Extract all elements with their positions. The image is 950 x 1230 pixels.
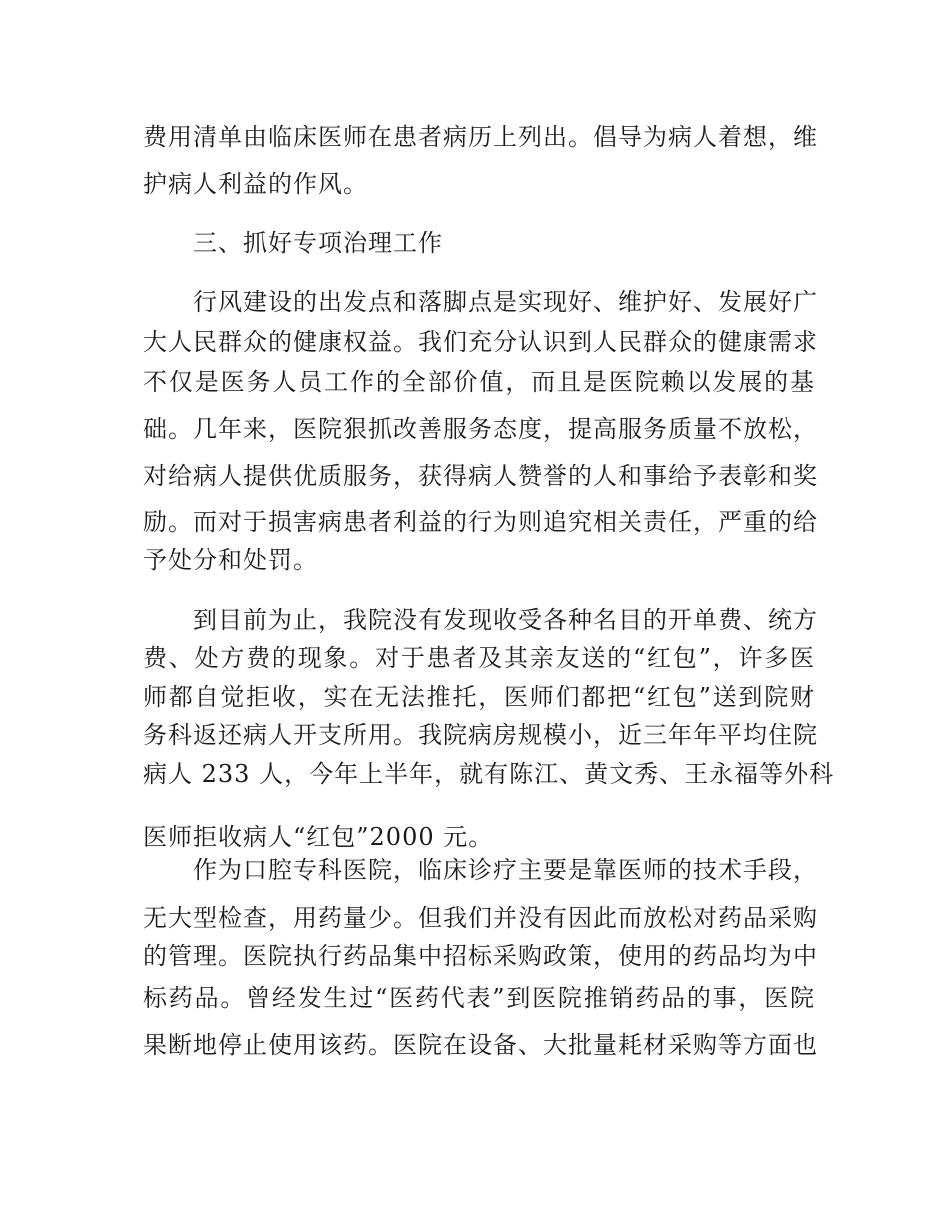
text-line: 对给病人提供优质服务，获得病人赞誉的人和事给予表彰和奖 bbox=[143, 462, 818, 490]
text-line: 病人 233 人，今年上半年，就有陈江、黄文秀、王永福等外科 bbox=[143, 760, 835, 788]
text-line: 护病人利益的作风。 bbox=[143, 170, 368, 198]
text-line: 励。而对于损害病患者利益的行为则追究相关责任，严重的给 bbox=[143, 508, 818, 536]
text-line: 费、处方费的现象。对于患者及其亲友送的“红包”，许多医 bbox=[143, 644, 815, 672]
section-heading: 三、抓好专项治理工作 bbox=[193, 229, 443, 257]
text-line: 师都自觉拒收，实在无法推托，医师们都把“红包”送到院财 bbox=[143, 683, 815, 711]
text-line: 费用清单由临床医师在患者病历上列出。倡导为病人着想，维 bbox=[143, 123, 818, 151]
text-line: 标药品。曾经发生过“医药代表”到医院推销药品的事，医院 bbox=[143, 984, 815, 1012]
text-line: 作为口腔专科医院，临床诊疗主要是靠医师的技术手段， bbox=[193, 856, 818, 884]
text-line: 础。几年来，医院狠抓改善服务态度，提高服务质量不放松， bbox=[143, 415, 818, 443]
text-line: 予处分和处罚。 bbox=[143, 546, 318, 574]
text-line: 无大型检查，用药量少。但我们并没有因此而放松对药品采购 bbox=[143, 904, 818, 932]
text-line: 大人民群众的健康权益。我们充分认识到人民群众的健康需求 bbox=[143, 328, 818, 356]
text-line: 务科返还病人开支所用。我院病房规模小，近三年年平均住院 bbox=[143, 721, 818, 749]
text-line: 行风建设的出发点和落脚点是实现好、维护好、发展好广 bbox=[193, 288, 818, 316]
text-line: 的管理。医院执行药品集中招标采购政策，使用的药品均为中 bbox=[143, 942, 818, 970]
text-line: 果断地停止使用该药。医院在设备、大批量耗材采购等方面也 bbox=[143, 1031, 818, 1059]
text-line: 医师拒收病人“红包”2000 元。 bbox=[143, 823, 494, 851]
text-line: 到目前为止，我院没有发现收受各种名目的开单费、统方 bbox=[193, 606, 818, 634]
text-line: 不仅是医务人员工作的全部价值，而且是医院赖以发展的基 bbox=[143, 368, 815, 396]
